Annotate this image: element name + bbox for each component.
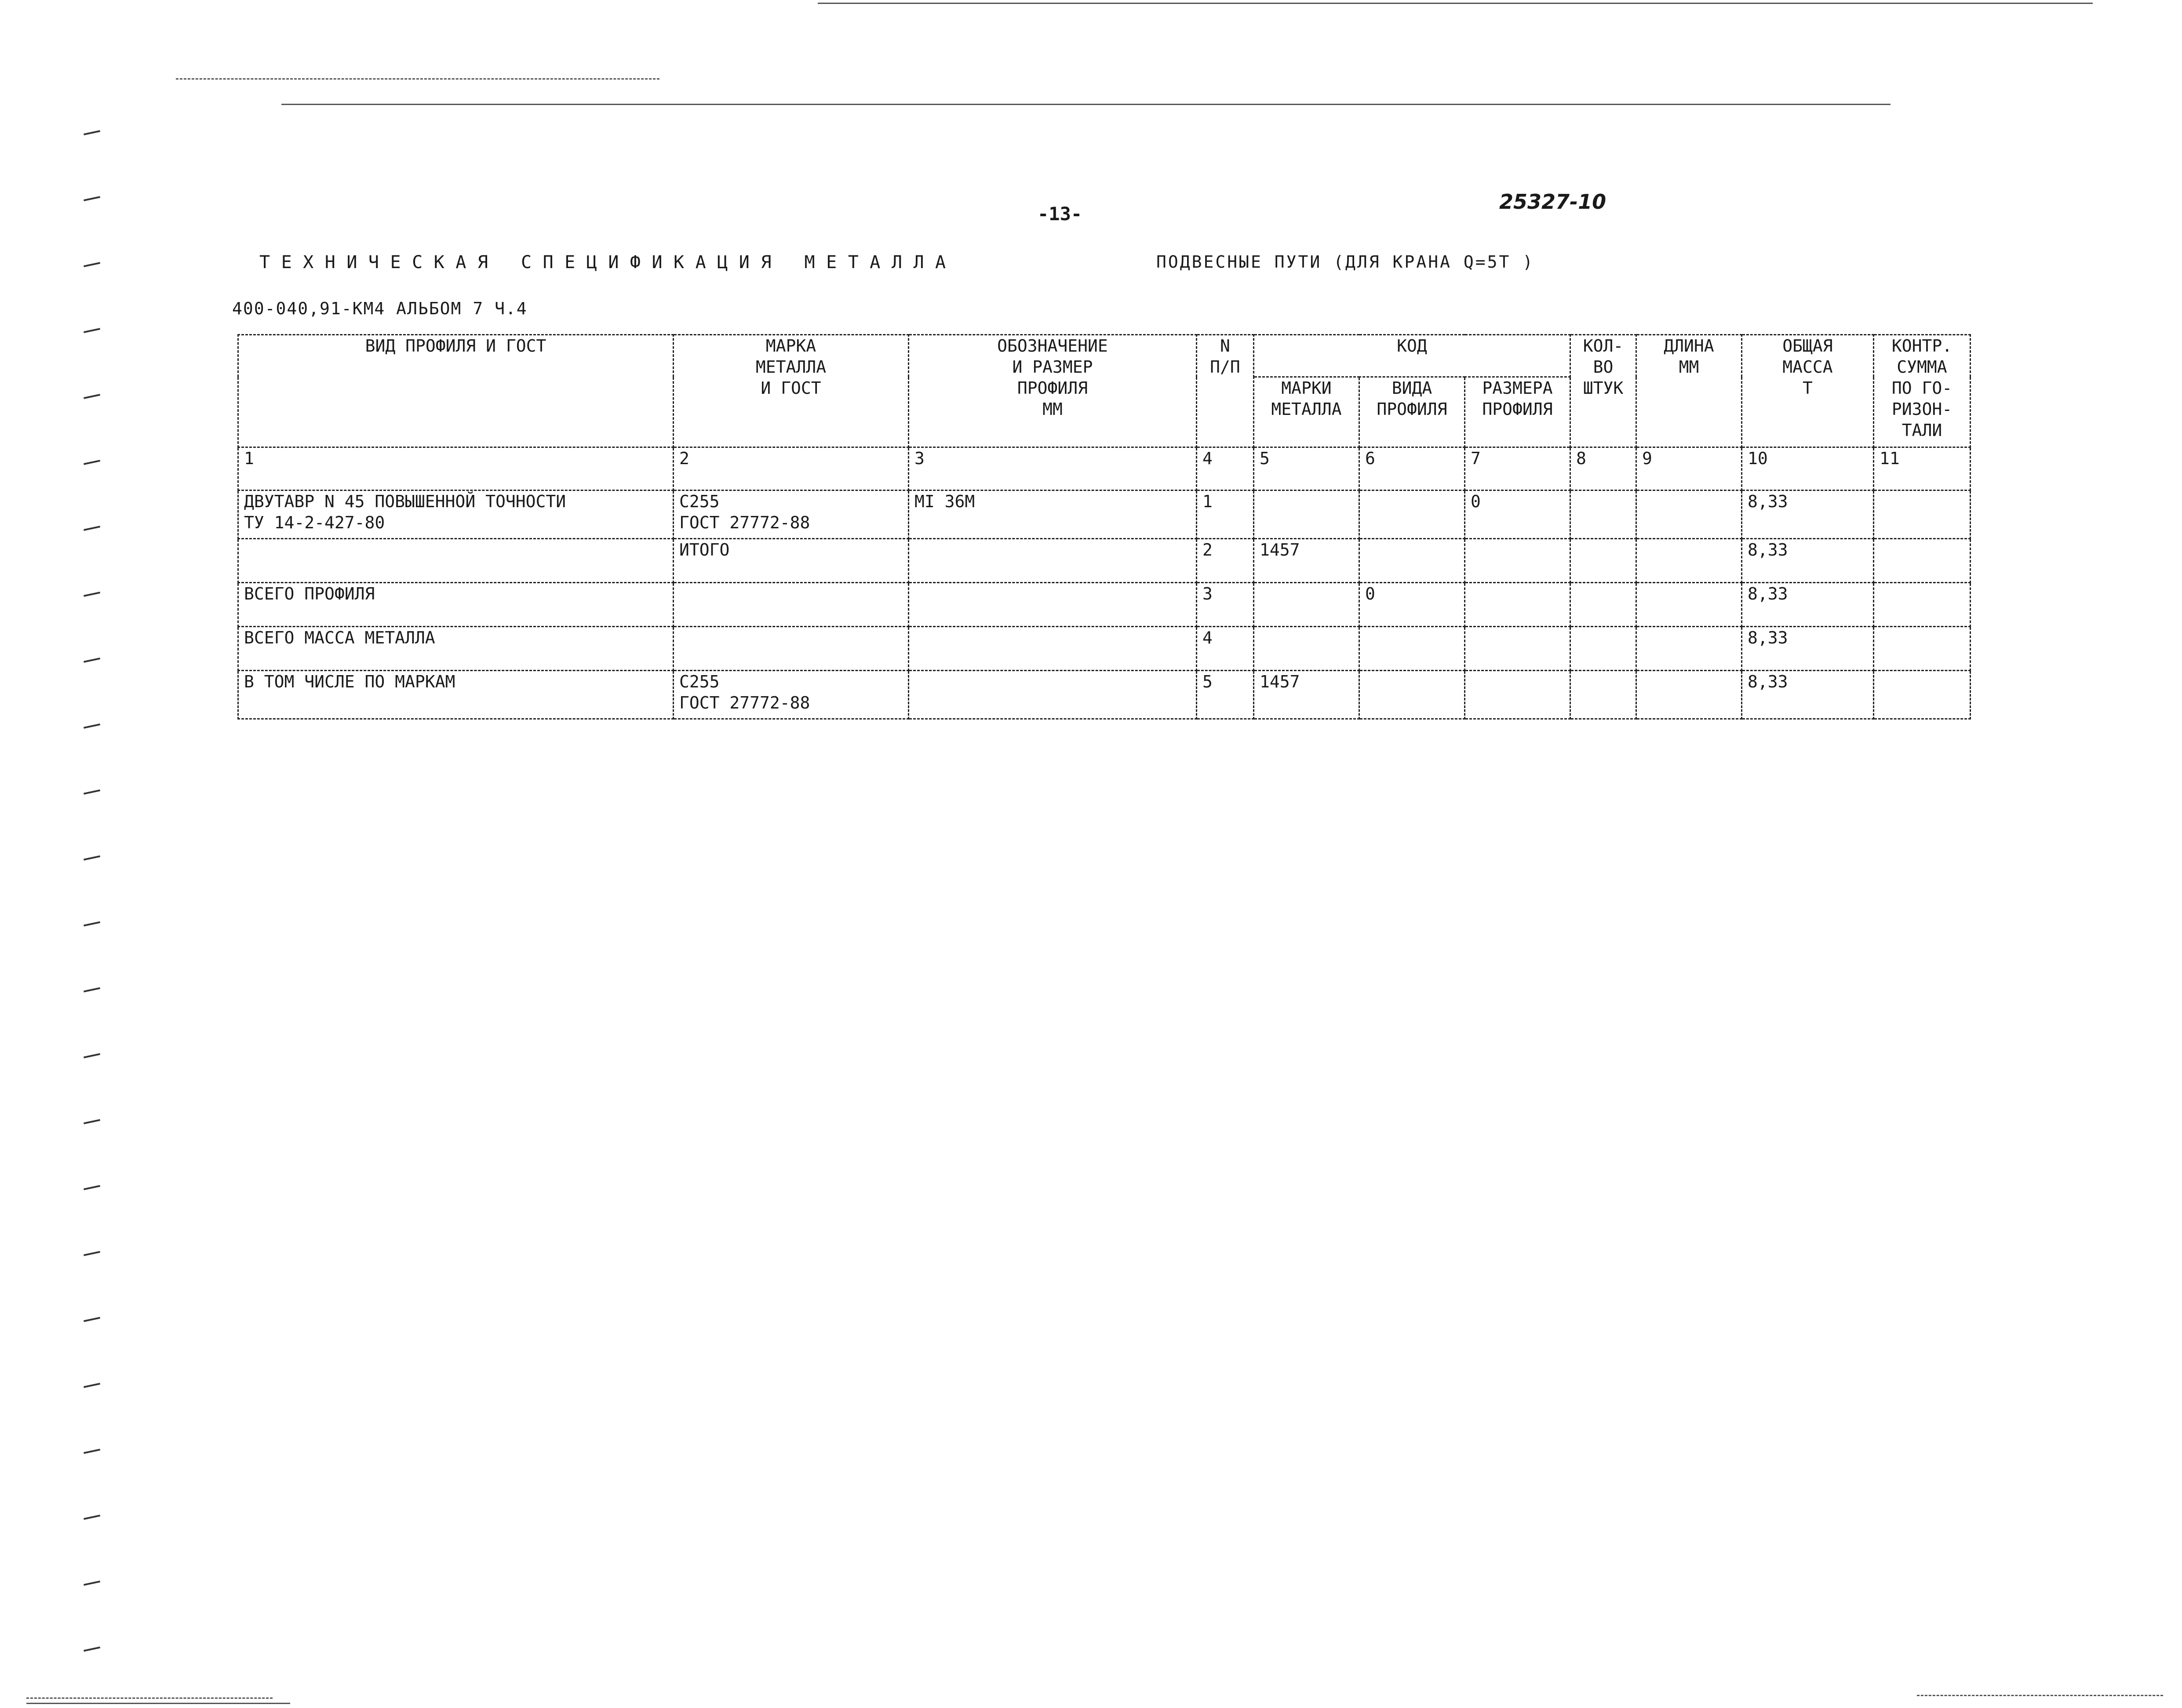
cell-row-number: 3 — [1197, 583, 1254, 627]
cell-length — [1636, 539, 1742, 583]
cell-profile-type — [238, 539, 674, 583]
cell-profile-designation — [909, 627, 1197, 671]
margin-mark — [84, 1515, 100, 1520]
column-number: 3 — [909, 447, 1197, 491]
column-number: 7 — [1465, 447, 1570, 491]
cell-control-sum — [1874, 539, 1971, 583]
cell-total-mass: 8,33 — [1742, 539, 1874, 583]
margin-mark — [84, 723, 100, 729]
cell-row-number: 5 — [1197, 671, 1254, 719]
margin-mark — [84, 1383, 100, 1388]
margin-mark — [84, 130, 100, 135]
cell-metal-grade: С255 ГОСТ 27772-88 — [674, 671, 909, 719]
margin-mark — [84, 526, 100, 531]
cell-code-metal — [1254, 627, 1359, 671]
margin-mark — [84, 1646, 100, 1652]
margin-mark — [84, 1185, 100, 1190]
scan-header-rule — [818, 3, 2093, 4]
header-code: КОД — [1254, 335, 1570, 377]
header-profile-type: ВИД ПРОФИЛЯ И ГОСТ — [238, 335, 674, 447]
cell-code-metal — [1254, 583, 1359, 627]
margin-mark — [84, 196, 100, 201]
cell-profile-type: В ТОМ ЧИСЛЕ ПО МАРКАМ — [238, 671, 674, 719]
document-subtitle: ПОДВЕСНЫЕ ПУТИ (ДЛЯ КРАНА Q=5T ) — [1156, 252, 1535, 272]
cell-code-profile-size — [1465, 583, 1570, 627]
cell-metal-grade: ИТОГО — [674, 539, 909, 583]
margin-mark — [84, 394, 100, 399]
margin-mark — [84, 592, 100, 597]
cell-quantity — [1570, 491, 1636, 539]
page-number: -13- — [1038, 203, 1082, 225]
column-number: 2 — [674, 447, 909, 491]
scan-bottom-rule — [26, 1703, 290, 1704]
cell-profile-designation — [909, 539, 1197, 583]
cell-quantity — [1570, 583, 1636, 627]
margin-mark — [84, 1581, 100, 1586]
cell-quantity — [1570, 627, 1636, 671]
header-length: ДЛИНА ММ — [1636, 335, 1742, 447]
column-number: 10 — [1742, 447, 1874, 491]
cell-metal-grade — [674, 627, 909, 671]
margin-mark — [84, 460, 100, 465]
column-number: 6 — [1359, 447, 1465, 491]
cell-total-mass: 8,33 — [1742, 671, 1874, 719]
cell-metal-grade: С255 ГОСТ 27772-88 — [674, 491, 909, 539]
header-code-profile-type: ВИДА ПРОФИЛЯ — [1359, 377, 1465, 447]
header-metal-grade: МАРКА МЕТАЛЛА И ГОСТ — [674, 335, 909, 447]
cell-length — [1636, 583, 1742, 627]
column-number: 1 — [238, 447, 674, 491]
cell-control-sum — [1874, 583, 1971, 627]
cell-profile-designation — [909, 583, 1197, 627]
cell-code-metal: 1457 — [1254, 671, 1359, 719]
margin-mark — [84, 262, 100, 267]
cell-total-mass: 8,33 — [1742, 491, 1874, 539]
album-reference: 400-040,91-КМ4 АЛЬБОМ 7 Ч.4 — [232, 299, 528, 318]
margin-mark — [84, 1251, 100, 1256]
cell-code-metal: 1457 — [1254, 539, 1359, 583]
scan-bottom-right-dashes — [1917, 1695, 2163, 1696]
cell-metal-grade — [674, 583, 909, 627]
column-number-row — [238, 447, 1971, 491]
margin-mark — [84, 658, 100, 663]
table-row — [238, 583, 1971, 627]
cell-length — [1636, 627, 1742, 671]
cell-code-metal — [1254, 491, 1359, 539]
cell-control-sum — [1874, 491, 1971, 539]
cell-code-profile-type — [1359, 491, 1465, 539]
cell-total-mass: 8,33 — [1742, 583, 1874, 627]
header-row-number: N П/П — [1197, 335, 1254, 447]
cell-code-profile-size — [1465, 627, 1570, 671]
header-quantity: КОЛ- ВО ШТУК — [1570, 335, 1636, 447]
cell-profile-type: ВСЕГО ПРОФИЛЯ — [238, 583, 674, 627]
margin-mark — [84, 1317, 100, 1322]
column-number: 4 — [1197, 447, 1254, 491]
cell-quantity — [1570, 539, 1636, 583]
cell-profile-designation: МI 36М — [909, 491, 1197, 539]
metal-specification-table — [237, 334, 1971, 720]
cell-code-profile-size — [1465, 671, 1570, 719]
margin-mark — [84, 1119, 100, 1124]
cell-quantity — [1570, 671, 1636, 719]
cell-code-profile-size: 0 — [1465, 491, 1570, 539]
table-row — [238, 539, 1971, 583]
cell-code-profile-size — [1465, 539, 1570, 583]
cell-code-profile-type — [1359, 627, 1465, 671]
cell-total-mass: 8,33 — [1742, 627, 1874, 671]
margin-mark — [84, 987, 100, 992]
cell-profile-type: ВСЕГО МАССА МЕТАЛЛА — [238, 627, 674, 671]
cell-code-profile-type — [1359, 671, 1465, 719]
table-row — [238, 671, 1971, 719]
margin-mark — [84, 1449, 100, 1454]
cell-row-number: 1 — [1197, 491, 1254, 539]
column-number: 8 — [1570, 447, 1636, 491]
header-code-metal: МАРКИ МЕТАЛЛА — [1254, 377, 1359, 447]
scan-top-dashes — [176, 78, 659, 80]
cell-length — [1636, 491, 1742, 539]
margin-mark — [84, 1053, 100, 1058]
margin-mark — [84, 855, 100, 861]
cell-code-profile-type: 0 — [1359, 583, 1465, 627]
scan-top-rule — [281, 104, 1891, 105]
margin-mark — [84, 921, 100, 927]
cell-row-number: 2 — [1197, 539, 1254, 583]
margin-mark — [84, 328, 100, 333]
column-number: 5 — [1254, 447, 1359, 491]
table-row — [238, 491, 1971, 539]
margin-mark — [84, 789, 100, 795]
column-number: 11 — [1874, 447, 1971, 491]
scan-bottom-dashes — [26, 1697, 273, 1699]
column-number: 9 — [1636, 447, 1742, 491]
header-total-mass: ОБЩАЯ МАССА Т — [1742, 335, 1874, 447]
cell-control-sum — [1874, 671, 1971, 719]
document-title: ТЕХНИЧЕСКАЯ СПЕЦИФИКАЦИЯ МЕТАЛЛА — [259, 252, 957, 273]
cell-profile-designation — [909, 671, 1197, 719]
table-row — [238, 627, 1971, 671]
cell-control-sum — [1874, 627, 1971, 671]
cell-code-profile-type — [1359, 539, 1465, 583]
header-row — [238, 335, 1971, 377]
cell-row-number: 4 — [1197, 627, 1254, 671]
cell-length — [1636, 671, 1742, 719]
document-number: 25327-10 — [1499, 190, 1606, 214]
header-control-sum: КОНТР. СУММА ПО ГО- РИЗОН- ТАЛИ — [1874, 335, 1971, 447]
header-code-profile-size: РАЗМЕРА ПРОФИЛЯ — [1465, 377, 1570, 447]
cell-profile-type: ДВУТАВР N 45 ПОВЫШЕННОЙ ТОЧНОСТИ ТУ 14-2-427-80 — [238, 491, 674, 539]
header-profile-designation: ОБОЗНАЧЕНИЕ И РАЗМЕР ПРОФИЛЯ ММ — [909, 335, 1197, 447]
